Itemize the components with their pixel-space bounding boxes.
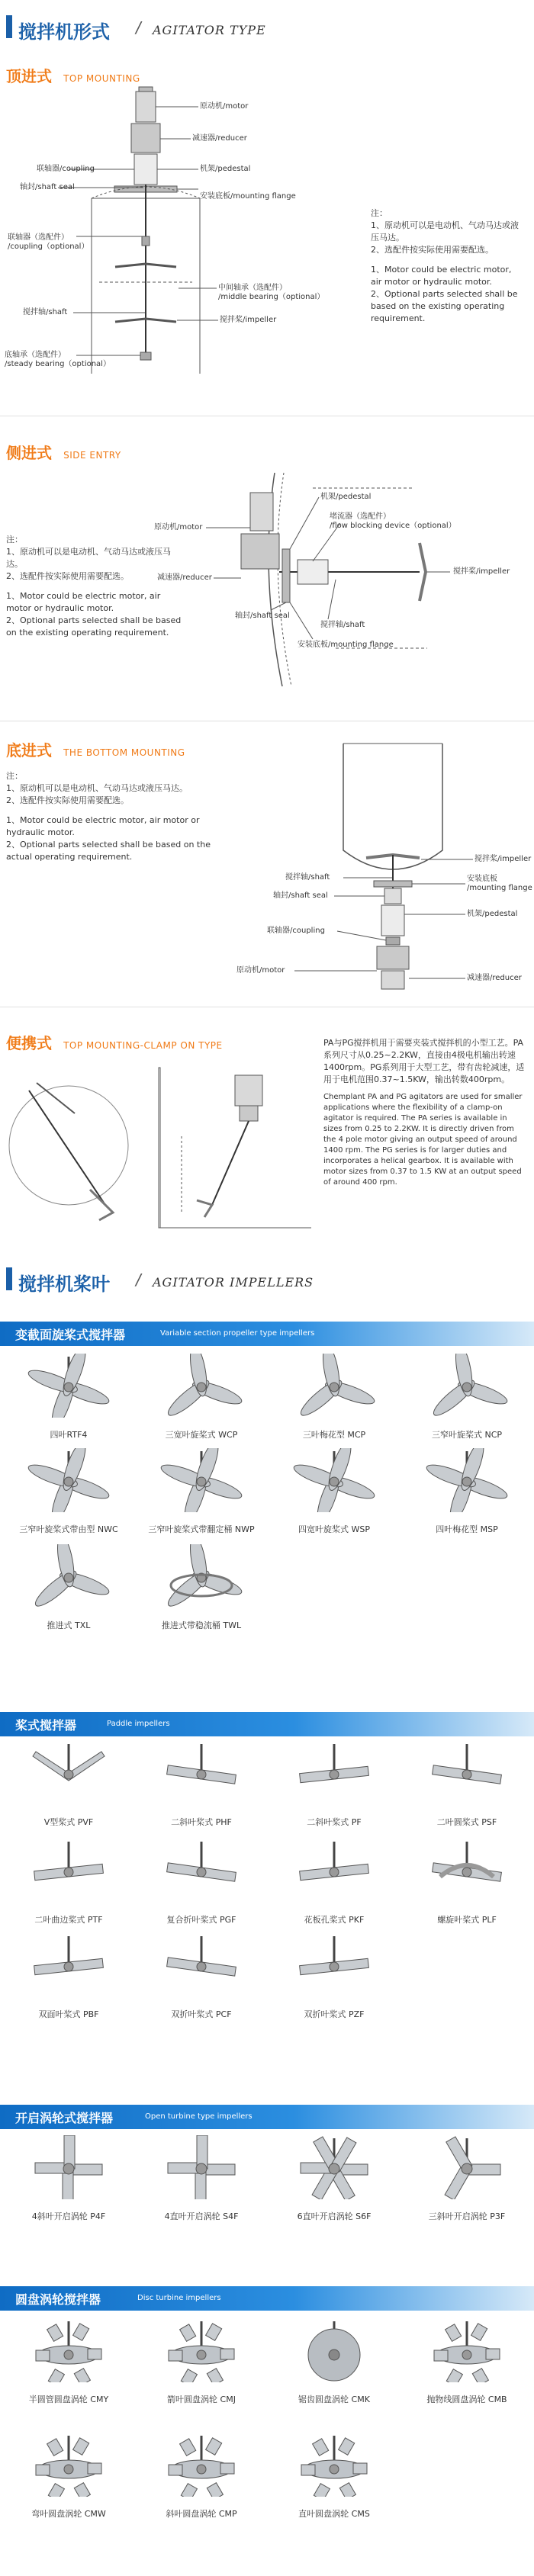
impeller-item <box>3 1741 134 1832</box>
impeller-caption: 三宽叶旋桨式 WCP <box>165 1430 238 1440</box>
clamp-text-cn: PA与PG搅拌机用于需要夹装式搅拌机的小型工艺。PA系列尺寸从0.25~2.2KW，直接由4极电机输出转速1400rpm。PG系列用于大型工艺，带有齿轮减速，适用于电机范围0.37~1.5KW，输出转数400rpm。 <box>323 1038 525 1084</box>
note-spacer <box>6 807 212 814</box>
impeller-caption: 半圆管圆盘涡轮 CMY <box>28 2395 109 2404</box>
bottom-label-motor: 原动机/motor <box>236 966 285 975</box>
impeller-icon <box>152 1448 251 1512</box>
impeller-item <box>401 1354 532 1445</box>
impeller-icon <box>285 2318 384 2382</box>
section-bottom-mounting-heading <box>6 738 185 758</box>
impeller-item <box>269 1448 400 1540</box>
impeller-icon <box>285 1448 384 1512</box>
impeller-item <box>269 1741 400 1832</box>
section-top-mounting-heading <box>6 64 140 84</box>
impellers-title-en: AGITATOR IMPELLERS <box>153 1275 314 1290</box>
note-line: 2、选配件按实际使用需要配选。 <box>6 795 129 805</box>
impeller-icon <box>19 1839 118 1903</box>
section-clamp-heading <box>6 1031 223 1051</box>
impeller-caption: 推进式带稳流桶 TWL <box>161 1620 242 1630</box>
bottom-mounting-title-cn: 底进式 <box>6 741 52 760</box>
side-label-mounting-flange: 安装底板/mounting flange <box>298 641 394 649</box>
impeller-item <box>401 1741 532 1832</box>
bottom-label-mounting-flange: 安装底板 <box>467 875 497 883</box>
impeller-caption: 二斜叶桨式 PHF <box>171 1817 232 1827</box>
side-label-reducer: 减速器/reducer <box>157 573 212 582</box>
impellers-title-cn: 搅拌机桨叶 <box>18 1274 110 1295</box>
bottom-label-coupling: 联轴器/coupling <box>267 927 325 935</box>
impeller-icon <box>417 1448 516 1512</box>
side-entry-title-cn: 侧进式 <box>6 444 52 462</box>
impeller-caption: 4直叶开启涡轮 S4F <box>164 2211 239 2221</box>
note-line: 注： <box>371 208 388 218</box>
impeller-caption: 双面叶桨式 PBF <box>38 2009 99 2019</box>
page-title <box>0 11 534 44</box>
band-open-turbine <box>0 2105 534 2129</box>
clamp-description <box>323 1037 528 1188</box>
impeller-icon <box>152 1544 251 1608</box>
bottom-mounting-notes <box>6 770 212 863</box>
impeller-icon <box>19 1741 118 1805</box>
impeller-icon <box>285 1741 384 1805</box>
impeller-item <box>3 2433 134 2524</box>
top-mounting-diagram <box>0 84 359 374</box>
impeller-icon <box>417 1741 516 1805</box>
band-title-cn: 变截面旋桨式搅拌器 <box>15 1328 126 1342</box>
impeller-caption: 二叶圆桨式 PSF <box>436 1817 497 1827</box>
band-title-cn: 开启涡轮式搅拌器 <box>15 2111 114 2125</box>
title-accent-bar <box>6 15 12 38</box>
side-label-motor: 原动机/motor <box>154 523 203 532</box>
clamp-text-en: Chemplant PA and PG agitators are used for smaller applications where the flexibility of a clamp-on agitator is required. The PA series is available in sizes from 0.25 to 2.2KW. It is directly driven from the 4 pole motor giving an output speed of around 1400 rpm. The PG series is for larger duties and incorporates a helical gearbox. It is available with motor sizes from 0.37 to 1.5 KW at an output speed of around 400 rpm. <box>323 1093 523 1187</box>
band-title-en: Disc turbine impellers <box>137 2294 221 2302</box>
impeller-icon <box>19 2135 118 2199</box>
impeller-caption: 三窄叶旋桨式带翻定桶 NWP <box>148 1524 255 1534</box>
impeller-icon <box>19 1354 118 1418</box>
band-title-cn: 桨式搅拌器 <box>15 1718 77 1733</box>
impeller-icon <box>19 1933 118 1997</box>
label-shaft: 搅拌轴/shaft <box>23 308 68 316</box>
note-line: 2、选配件按实际使用需要配选。 <box>6 571 129 581</box>
impeller-caption: 推进式 TXL <box>47 1620 91 1630</box>
side-label-shaft-seal: 轴封/shaft seal <box>235 612 290 620</box>
top-mounting-title-en: TOP MOUNTING <box>63 73 140 84</box>
impeller-caption: 弯叶圆盘涡轮 CMW <box>31 2509 106 2519</box>
side-entry-diagram <box>153 458 534 709</box>
impeller-item <box>269 1839 400 1930</box>
impeller-icon <box>19 2318 118 2382</box>
impeller-item <box>136 1741 267 1832</box>
bottom-label-shaft: 搅拌轴/shaft <box>285 873 330 882</box>
note-line: 2、Optional parts selected shall be based on the actual operating requirement. <box>6 840 211 862</box>
impeller-icon <box>152 1741 251 1805</box>
impeller-caption: 三斜叶开启涡轮 P3F <box>428 2211 506 2221</box>
clamp-title-en: TOP MOUNTING-CLAMP ON TYPE <box>63 1040 223 1051</box>
label-middle-bearing-en: /middle bearing（optional） <box>218 293 325 301</box>
section-side-entry-heading <box>6 441 121 461</box>
impeller-item <box>136 1933 267 2025</box>
side-label-flow-blocking: 堵流器（选配件） <box>330 512 391 521</box>
label-pedestal: 机架/pedestal <box>200 165 251 173</box>
impeller-caption: 6直叶开启涡轮 S6F <box>297 2211 372 2221</box>
page-title-en: AGITATOR TYPE <box>153 23 266 37</box>
note-line: 注： <box>6 535 23 544</box>
impeller-caption: 三窄叶旋桨式带由型 NWC <box>19 1524 118 1534</box>
band-paddle <box>0 1712 534 1736</box>
impeller-caption: 四叶RTF4 <box>50 1430 88 1440</box>
band-title-en: Variable section propeller type impellers <box>160 1329 315 1338</box>
side-label-shaft: 搅拌轴/shaft <box>320 621 365 629</box>
bottom-mounting-title-en: THE BOTTOM MOUNTING <box>63 747 185 758</box>
band-title-en: Open turbine type impellers <box>145 2112 253 2121</box>
impeller-caption: 直叶圆盘涡轮 CMS <box>298 2509 370 2519</box>
top-mounting-title-cn: 顶进式 <box>6 67 52 85</box>
note-line: 注： <box>6 771 23 781</box>
impeller-icon <box>417 2318 516 2382</box>
impeller-caption: 螺旋叶桨式 PLF <box>437 1915 497 1925</box>
impeller-item <box>3 1354 134 1445</box>
impeller-caption: 四叶梅花型 MSP <box>436 1524 498 1534</box>
impeller-caption: V型桨式 PVF <box>43 1817 94 1827</box>
impellers-accent-bar <box>6 1267 12 1290</box>
note-line: 1、原动机可以是电动机、气动马达或液压马达。 <box>371 220 519 243</box>
note-line: 1、原动机可以是电动机、气动马达或液压马达。 <box>6 783 188 793</box>
impeller-caption: 二斜叶桨式 PF <box>307 1817 362 1827</box>
impeller-item <box>3 2135 134 2227</box>
note-line: 2、Optional parts selected shall be based on the existing operating requirement. <box>371 289 518 323</box>
impeller-caption: 花板孔桨式 PKF <box>304 1915 365 1925</box>
label-motor: 原动机/motor <box>200 102 249 111</box>
label-impeller: 搅拌桨/impeller <box>220 316 277 324</box>
impellers-title-slash: / <box>136 1270 141 1289</box>
impeller-caption: 双折叶桨式 PZF <box>304 2009 365 2019</box>
impeller-item <box>136 1544 267 1636</box>
impeller-icon <box>285 1354 384 1418</box>
band-title-en: Paddle impellers <box>107 1720 170 1728</box>
impeller-icon <box>285 1839 384 1903</box>
impeller-icon <box>19 2433 118 2497</box>
impeller-item <box>269 2433 400 2524</box>
impeller-item <box>136 2433 267 2524</box>
bottom-label-mounting-flange-en: /mounting flange <box>467 884 532 892</box>
clamp-title-cn: 便携式 <box>6 1034 52 1052</box>
impeller-item <box>3 1544 134 1636</box>
note-line: 1、Motor could be electric motor, air motor or hydraulic motor. <box>371 265 512 287</box>
side-entry-title-en: SIDE ENTRY <box>63 450 121 461</box>
note-line: 2、选配件按实际使用需要配选。 <box>371 245 494 255</box>
impeller-caption: 4斜叶开启涡轮 P4F <box>31 2211 106 2221</box>
label-coupling: 联轴器/coupling <box>37 165 95 173</box>
label-mounting-flange: 安装底板/mounting flange <box>200 192 296 201</box>
impeller-icon <box>152 1354 251 1418</box>
label-coupling-optional: 联轴器（选配件） <box>8 233 69 242</box>
note-spacer <box>371 256 523 264</box>
impeller-item <box>401 2318 532 2410</box>
top-mounting-notes <box>371 207 523 325</box>
impeller-caption: 箭叶圆盘涡轮 CMJ <box>167 2395 236 2404</box>
impeller-icon <box>19 1544 118 1608</box>
bottom-label-pedestal: 机架/pedestal <box>467 910 518 918</box>
note-line: 1、Motor could be electric motor, air motor or hydraulic motor. <box>6 815 200 837</box>
band-title-cn: 圆盘涡轮搅拌器 <box>15 2292 101 2307</box>
label-steady-bearing: 底轴承（选配件） <box>5 351 66 359</box>
impeller-item <box>269 1354 400 1445</box>
title-slash: / <box>136 18 141 37</box>
impeller-caption: 抛物线圆盘涡轮 CMB <box>426 2395 507 2404</box>
clamp-drawing <box>6 1060 319 1235</box>
impeller-icon <box>152 2433 251 2497</box>
impeller-icon <box>417 1354 516 1418</box>
impeller-item <box>269 1933 400 2025</box>
impeller-icon <box>285 2135 384 2199</box>
impeller-item <box>3 1448 134 1540</box>
side-label-pedestal: 机架/pedestal <box>320 493 372 501</box>
impeller-caption: 二叶曲边桨式 PTF <box>34 1915 103 1925</box>
impeller-item <box>269 2318 400 2410</box>
impeller-icon <box>152 2318 251 2382</box>
bottom-label-reducer: 减速器/reducer <box>467 974 522 982</box>
top-mounting-drawing <box>0 84 359 374</box>
impeller-icon <box>152 1839 251 1903</box>
impeller-item <box>136 2135 267 2227</box>
side-label-impeller: 搅拌桨/impeller <box>453 567 510 576</box>
note-line: 1、Motor could be electric motor, air motor or hydraulic motor. <box>6 591 161 613</box>
bottom-mounting-diagram <box>236 728 534 991</box>
label-coupling-optional-en: /coupling（optional） <box>8 243 89 251</box>
label-shaft-seal: 轴封/shaft seal <box>20 183 75 191</box>
side-label-flow-blocking-en: /flow blocking device（optional） <box>330 522 456 530</box>
impeller-icon <box>417 1839 516 1903</box>
impeller-item <box>136 2318 267 2410</box>
impeller-item <box>136 1448 267 1540</box>
impeller-item <box>401 1839 532 1930</box>
note-line: 2、Optional parts selected shall be based on the existing operating requirement. <box>6 615 182 638</box>
impeller-caption: 锯齿圆盘涡轮 CMK <box>298 2395 370 2404</box>
impeller-caption: 三窄叶旋桨式 NCP <box>431 1430 503 1440</box>
impeller-icon <box>19 1448 118 1512</box>
label-middle-bearing: 中间轴承（选配件） <box>218 284 287 292</box>
impeller-item <box>3 2318 134 2410</box>
impeller-item <box>401 1448 532 1540</box>
label-steady-bearing-en: /steady bearing（optional） <box>5 360 111 368</box>
impeller-caption: 双折叶桨式 PCF <box>171 2009 232 2019</box>
impeller-item <box>3 1933 134 2025</box>
impeller-item <box>136 1839 267 1930</box>
impeller-icon <box>285 2433 384 2497</box>
impeller-caption: 斜叶圆盘涡轮 CMP <box>166 2509 237 2519</box>
impeller-item <box>401 2135 532 2227</box>
label-reducer: 减速器/reducer <box>192 134 247 143</box>
impeller-caption: 复合折叶桨式 PGF <box>166 1915 236 1925</box>
impeller-item <box>3 1839 134 1930</box>
note-line: 1、原动机可以是电动机、气动马达或液压马达。 <box>6 547 171 569</box>
impeller-icon <box>152 2135 251 2199</box>
impeller-item <box>136 1354 267 1445</box>
impeller-icon <box>417 2135 516 2199</box>
impeller-icon <box>152 1933 251 1997</box>
impellers-title <box>0 1263 534 1296</box>
page-title-cn: 搅拌机形式 <box>18 21 110 43</box>
bottom-label-impeller: 搅拌桨/impeller <box>474 855 532 863</box>
impeller-item <box>269 2135 400 2227</box>
impeller-caption: 四宽叶旋桨式 WSP <box>298 1524 370 1534</box>
impeller-icon <box>285 1933 384 1997</box>
band-propeller <box>0 1322 534 1346</box>
impeller-caption: 三叶梅花型 MCP <box>302 1430 366 1440</box>
bottom-label-shaft-seal: 轴封/shaft seal <box>273 891 328 900</box>
band-disc-turbine <box>0 2286 534 2311</box>
clamp-diagram <box>6 1060 319 1235</box>
